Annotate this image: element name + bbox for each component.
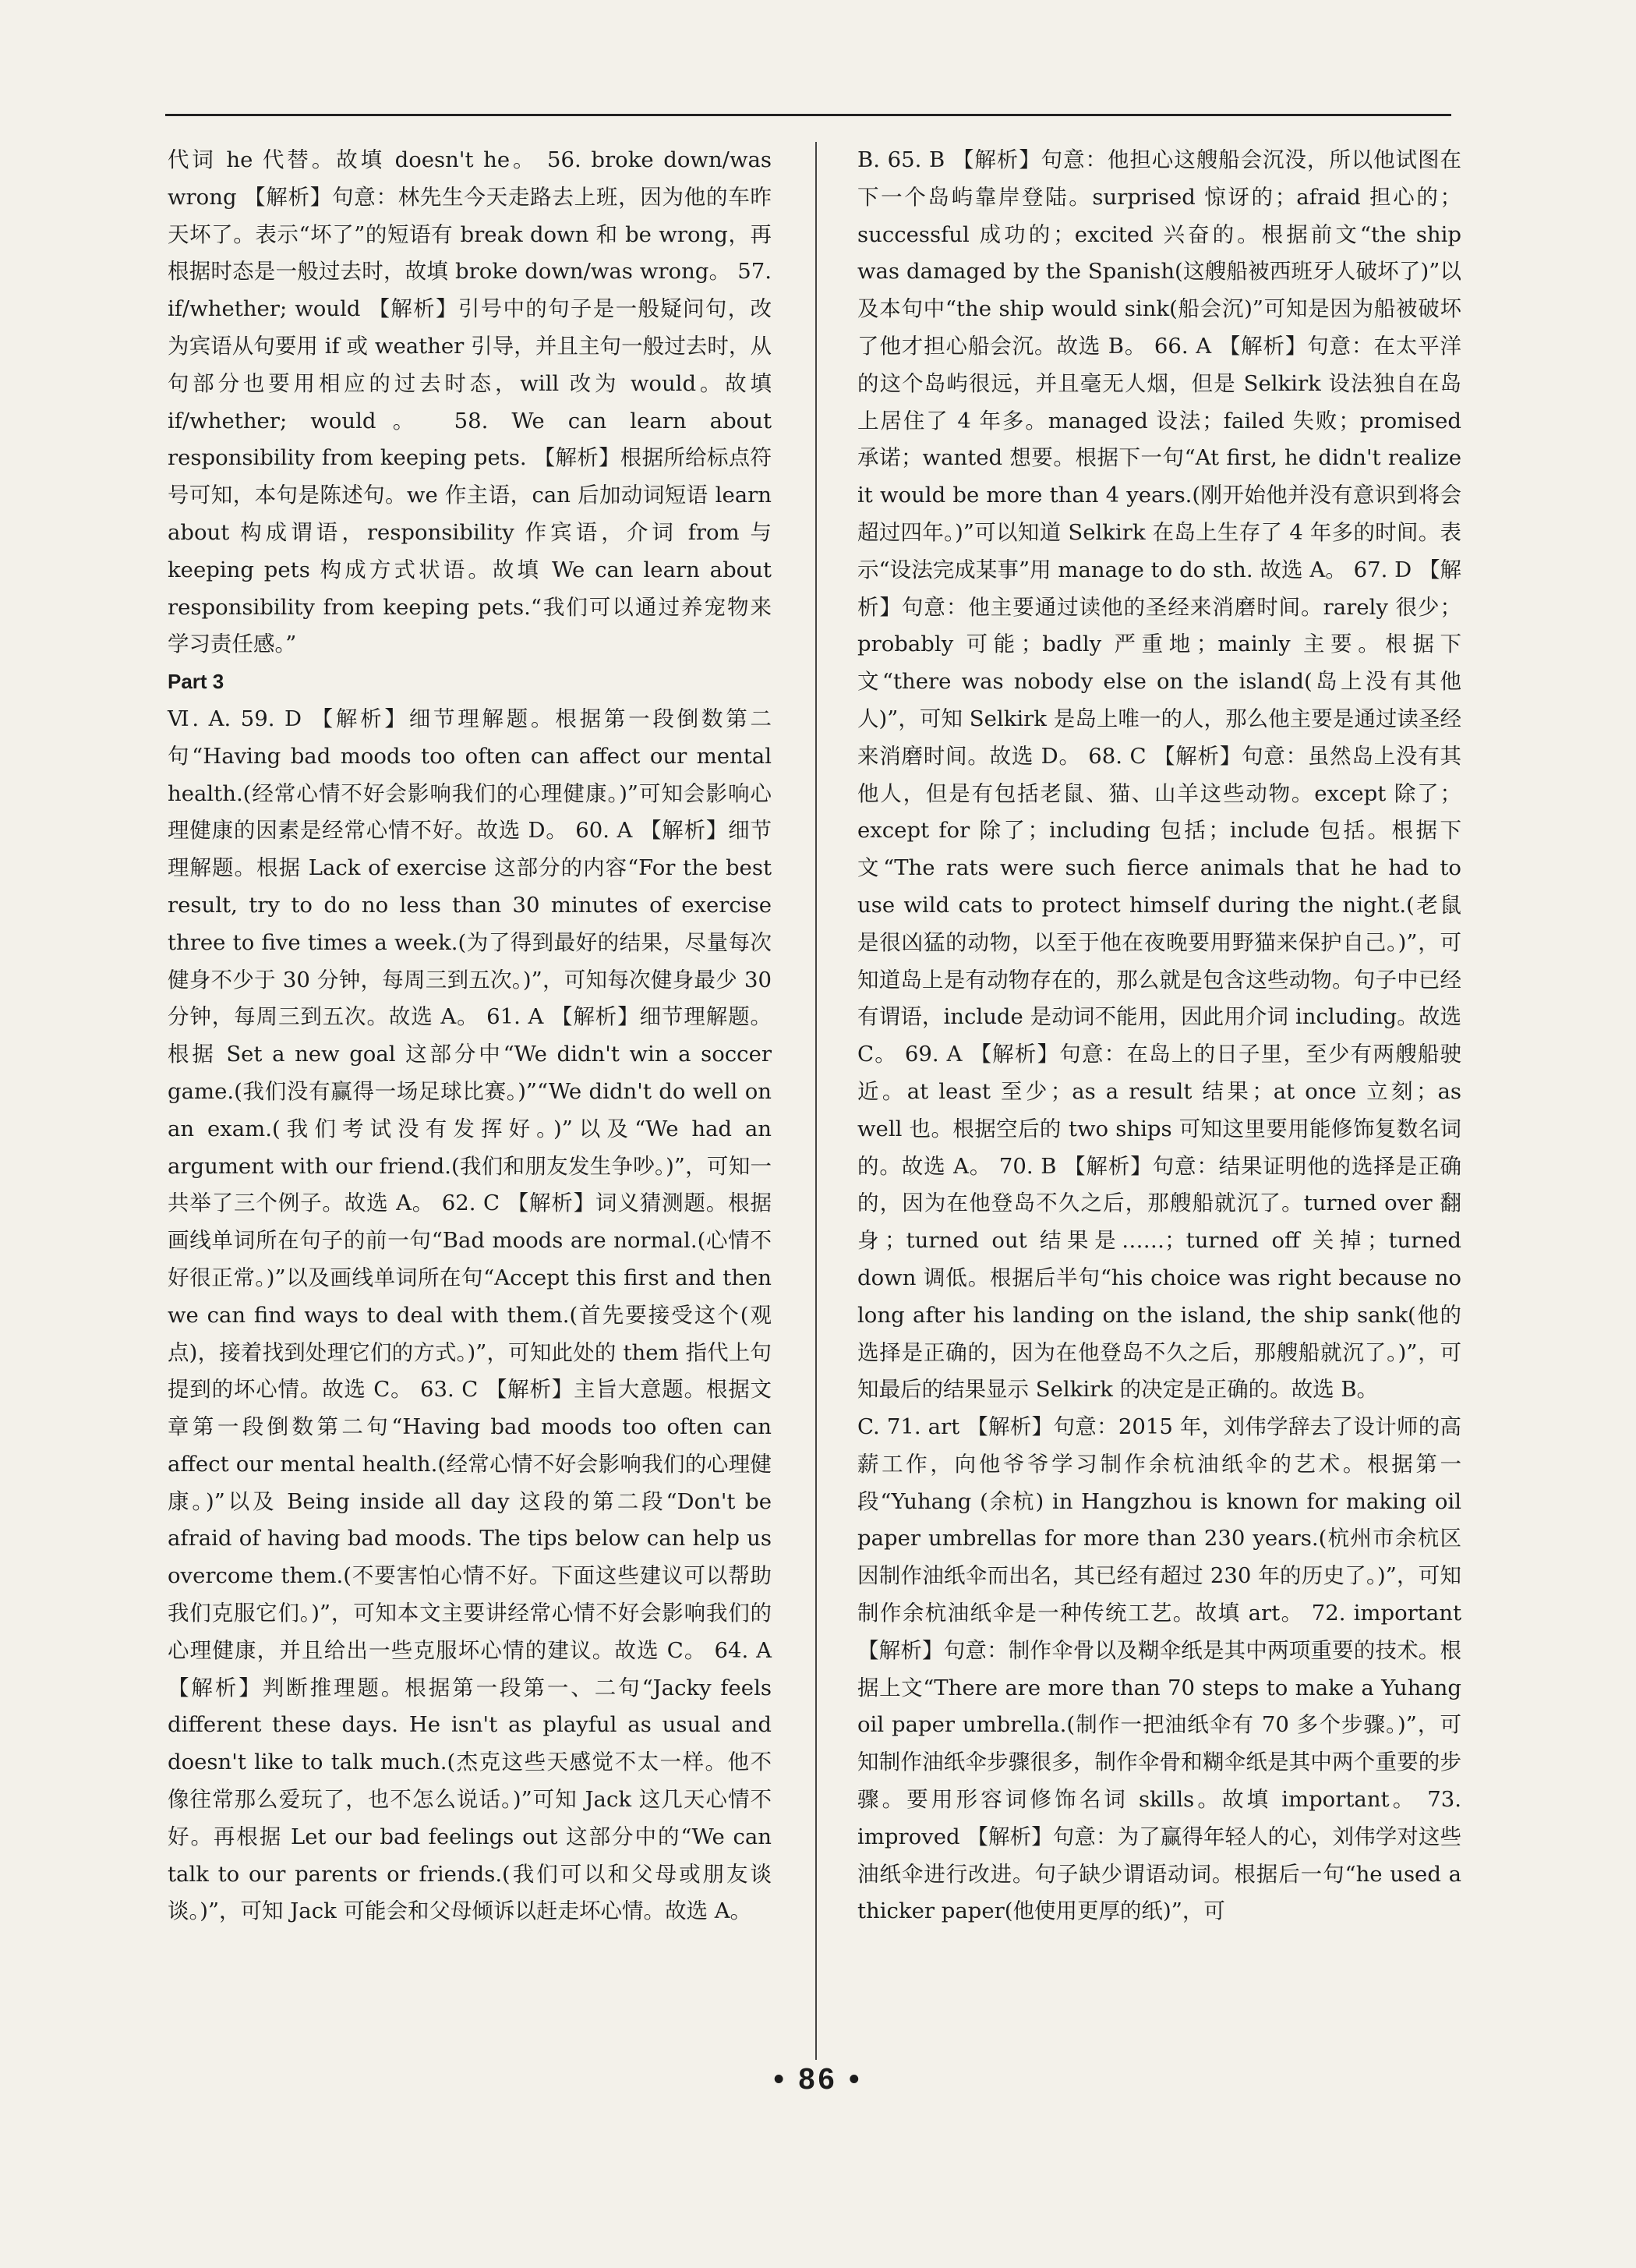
column-divider xyxy=(815,142,817,2060)
answer-paragraph-65-70: B. 65. B 【解析】句意：他担心这艘船会沉没，所以他试图在下一个岛屿靠岸登陆。surprised 惊讶的；afraid 担心的；successful 成功的；excited 兴奋的。根据前文“the ship was damaged by the Spanish(这艘船被西班牙人破坏了)”以及本句中“the ship would sink(船会沉)”可知是因为船被破坏了他才担心船会沉。故选 B。 66. A 【解析】句意：在太平洋的这个岛屿很远，并且毫无人烟，但是 Selkirk 设法独自在岛上居住了 4 年多。managed 设法；failed 失败；promised 承诺；wanted 想要。根据下一句“At first, he didn't realize it would be more than 4 years.(刚开始他并没有意识到将会超过四年。)”可以知道 Selkirk 在岛上生存了 4 年多的时间。表示“设法完成某事”用 manage to do sth. 故选 A。 67. D 【解析】句意：他主要通过读他的圣经来消磨时间。rarely 很少；probably 可能；badly 严重地；mainly 主要。根据下文“there was nobody else on the island(岛上没有其他人)”，可知 Selkirk 是岛上唯一的人，那么他主要是通过读圣经来消磨时间。故选 D。 68. C 【解析】句意：虽然岛上没有其他人，但是有包括老鼠、猫、山羊这些动物。except 除了；except for 除了；including 包括；include 包括。根据下文“The rats were such fierce animals that he had to use wild cats to protect himself during the night.(老鼠是很凶猛的动物，以至于他在夜晚要用野猫来保护自己。)”，可知道岛上是有动物存在的，那么就是包含这些动物。句子中已经有谓语，include 是动词不能用，因此用介词 including。故选 C。 69. A 【解析】句意：在岛上的日子里，至少有两艘船驶近。at least 至少；as a result 结果；at once 立刻；as well 也。根据空后的 two ships 可知这里要用能修饰复数名词的。故选 A。 70. B 【解析】句意：结果证明他的选择是正确的，因为在他登岛不久之后，那艘船就沉了。turned over 翻身；turned out 结果是……；turned off 关掉；turned down 调低。根据后半句“his choice was right because no long after his landing on the island, the ship sank(他的选择是正确的，因为在他登岛不久之后，那艘船就沉了。)”，可知最后的结果显示 Selkirk 的决定是正确的。故选 B。 xyxy=(857,147,1461,1403)
answer-paragraph-56-58: 代词 he 代替。故填 doesn't he。 56. broke down/was wrong 【解析】句意：林先生今天走路去上班，因为他的车昨天坏了。表示“坏了”的短语有 break down 和 be wrong，再根据时态是一般过去时，故填 broke down/was wrong。 57. if/whether; would 【解析】引号中的句子是一般疑问句，改为宾语从句要用 if 或 weather 引导，并且主句一般过去时，从句部分也要用相应的过去时态，will 改为 would。故填 if/whether; would。 58. We can learn about responsibility from keeping pets. 【解析】根据所给标点符号可知，本句是陈述句。we 作主语，can 后加动词短语 learn about 构成谓语，responsibility 作宾语，介词 from 与 keeping pets 构成方式状语。故填 We can learn about responsibility from keeping pets.“我们可以通过养宠物来学习责任感。” xyxy=(168,147,772,657)
page-number: • 86 • xyxy=(773,2063,863,2096)
answer-paragraph-71-73: C. 71. art 【解析】句意：2015 年，刘伟学辞去了设计师的高薪工作，向他爷爷学习制作余杭油纸伞的艺术。根据第一段“Yuhang (余杭) in Hangzhou is known for making oil paper umbrellas for more than 230 years.(杭州市余杭区因制作油纸伞而出名，其已经有超过 230 年的历史了。)”，可知制作余杭油纸伞是一种传统工艺。故填 art。 72. important 【解析】句意：制作伞骨以及糊伞纸是其中两项重要的技术。根据上文“There are more than 70 steps to make a Yuhang oil paper umbrella.(制作一把油纸伞有 70 多个步骤。)”，可知制作油纸伞步骤很多，制作伞骨和糊伞纸是其中两个重要的步骤。要用形容词修饰名词 skills。故填 important。 73. improved 【解析】句意：为了赢得年轻人的心，刘伟学对这些油纸伞进行改进。句子缺少谓语动词。根据后一句“he used a thicker paper(他使用更厚的纸)”，可 xyxy=(857,1414,1461,1924)
section-heading-part-3: Part 3 xyxy=(168,670,224,694)
answer-paragraph-59-64: Ⅵ. A. 59. D 【解析】细节理解题。根据第一段倒数第二句“Having bad moods too often can affect our mental health.(经常心情不好会影响我们的心理健康。)”可知会影响心理健康的因素是经常心情不好。故选 D。 60. A 【解析】细节理解题。根据 Lack of exercise 这部分的内容“For the best result, try to do no less than 30 minutes of exercise three to five times a week.(为了得到最好的结果，尽量每次健身不少于 30 分钟，每周三到五次。)”，可知每次健身最少 30 分钟，每周三到五次。故选 A。 61. A 【解析】细节理解题。根据 Set a new goal 这部分中“We didn't win a soccer game.(我们没有赢得一场足球比赛。)”“We didn't do well on an exam.(我们考试没有发挥好。)”以及“We had an argument with our friend.(我们和朋友发生争吵。)”，可知一共举了三个例子。故选 A。 62. C 【解析】词义猜测题。根据画线单词所在句子的前一句“Bad moods are normal.(心情不好很正常。)”以及画线单词所在句“Accept this first and then we can find ways to deal with them.(首先要接受这个(观点)，接着找到处理它们的方式。)”，可知此处的 them 指代上句提到的坏心情。故选 C。 63. C 【解析】主旨大意题。根据文章第一段倒数第二句“Having bad moods too often can affect our mental health.(经常心情不好会影响我们的心理健康。)”以及 Being inside all day 这段的第二段“Don't be afraid of having bad moods. The tips below can help us overcome them.(不要害怕心情不好。下面这些建议可以帮助我们克服它们。)”，可知本文主要讲经常心情不好会影响我们的心理健康，并且给出一些克服坏心情的建议。故选 C。 64. A 【解析】判断推理题。根据第一段第一、二句“Jacky feels different these days. He isn't as playful as usual and doesn't like to talk much.(杰克这些天感觉不太一样。他不像往常那么爱玩了，也不怎么说话。)”可知 Jack 这几天心情不好。再根据 Let our bad feelings out 这部分中的“We can talk to our parents or friends.(我们可以和父母或朋友谈谈。)”，可知 Jack 可能会和父母倾诉以赶走坏心情。故选 A。 xyxy=(168,706,772,1924)
left-column xyxy=(168,142,772,1930)
header-rule xyxy=(165,114,1451,116)
right-column xyxy=(857,142,1461,1930)
